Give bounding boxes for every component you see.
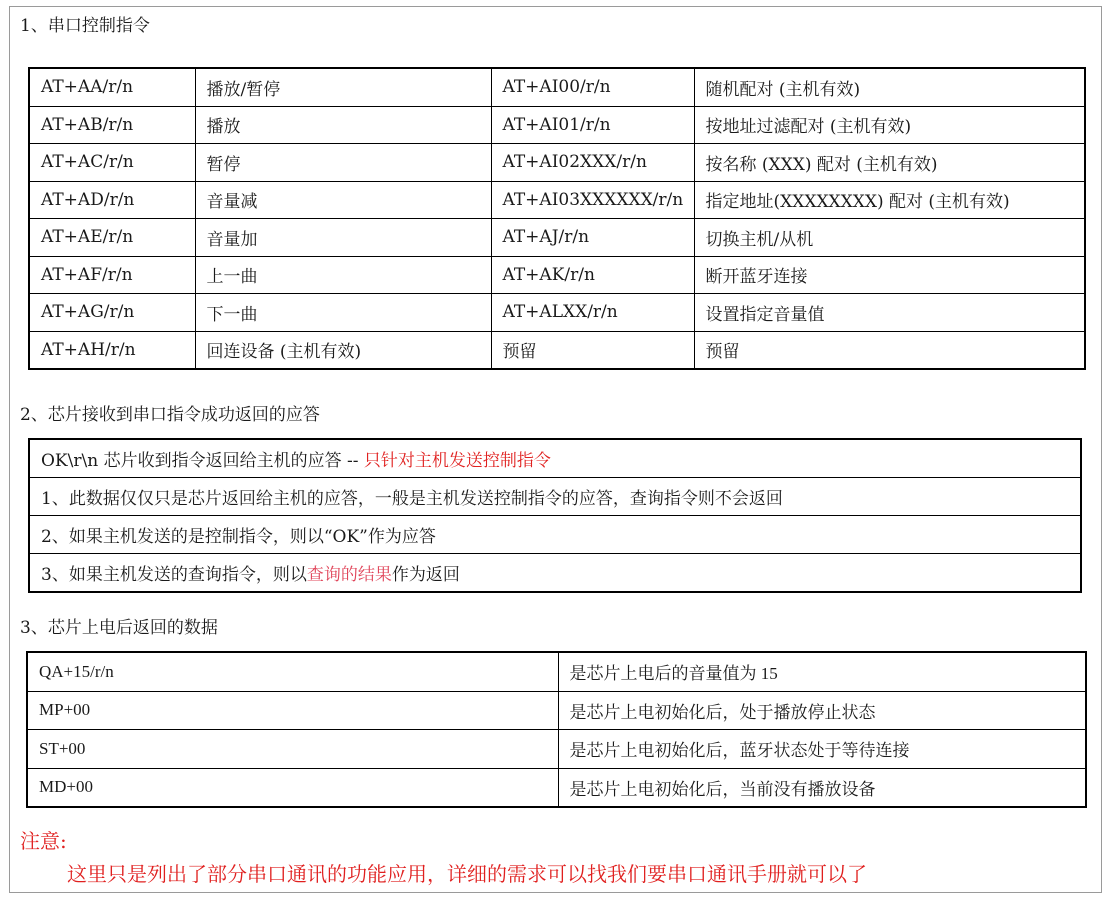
- table-cell: 暂停: [195, 144, 491, 182]
- table-row: [29, 181, 1085, 219]
- table-cell: AT+AA/r/n: [29, 68, 195, 106]
- table-cell: 预留: [491, 331, 694, 369]
- table-cell: 下一曲: [195, 294, 491, 332]
- response-highlight: 只针对主机发送控制指令: [363, 451, 551, 471]
- table-cell: AT+AJ/r/n: [491, 219, 694, 257]
- response-row-1: 1、此数据仅仅只是芯片返回给主机的应答，一般是主机发送控制指令的应答，查询指令则不会返回: [29, 478, 1081, 516]
- table-cell: AT+AE/r/n: [29, 219, 195, 257]
- table-row: [27, 730, 1086, 769]
- table-cell: 音量加: [195, 219, 491, 257]
- table-cell: AT+AI01/r/n: [491, 106, 694, 144]
- table-row: [29, 68, 1085, 106]
- table-cell: AT+AB/r/n: [29, 106, 195, 144]
- table-cell: 上一曲: [195, 256, 491, 294]
- table-cell: 是芯片上电初始化后，当前没有播放设备: [558, 768, 1086, 807]
- response-row-3: [29, 554, 1081, 593]
- table-cell: AT+AI00/r/n: [491, 68, 694, 106]
- table-cell: AT+AF/r/n: [29, 256, 195, 294]
- section2-heading: 2、芯片接收到串口指令成功返回的应答: [20, 405, 320, 425]
- response-row3-suffix: 作为返回: [391, 565, 460, 585]
- response-row3-highlight: 查询的结果: [306, 565, 392, 585]
- table-cell: AT+AK/r/n: [491, 256, 694, 294]
- table-cell: AT+AI02XXX/r/n: [491, 144, 694, 182]
- table-cell: 是芯片上电初始化后，处于播放停止状态: [558, 691, 1086, 730]
- table-cell: 指定地址(XXXXXXXX) 配对 (主机有效): [694, 181, 1085, 219]
- table-cell: MP+00: [27, 691, 558, 730]
- table-cell: 播放: [195, 106, 491, 144]
- response-row-0: [29, 439, 1081, 478]
- table-cell: 设置指定音量值: [694, 294, 1085, 332]
- response-table: [28, 438, 1082, 593]
- table-row: [29, 478, 1081, 516]
- table-cell: 播放/暂停: [195, 68, 491, 106]
- table-cell: AT+AD/r/n: [29, 181, 195, 219]
- table-row: [27, 768, 1086, 807]
- response-row3-prefix: 3、如果主机发送的查询指令，则以: [41, 565, 307, 585]
- table-row: [29, 516, 1081, 554]
- table-cell: AT+AG/r/n: [29, 294, 195, 332]
- table-row: [27, 691, 1086, 730]
- table-cell: 断开蓝牙连接: [694, 256, 1085, 294]
- table-cell: 音量减: [195, 181, 491, 219]
- table-cell: 切换主机/从机: [694, 219, 1085, 257]
- table-row: [29, 256, 1085, 294]
- table-cell: QA+15/r/n: [27, 652, 558, 691]
- section3-heading: 3、芯片上电后返回的数据: [20, 618, 218, 638]
- table-cell: ST+00: [27, 730, 558, 769]
- poweron-data-table: [26, 651, 1087, 808]
- section1-heading: 1、串口控制指令: [20, 16, 150, 36]
- table-row: [27, 652, 1086, 691]
- response-prefix: OK\r\n 芯片收到指令返回给主机的应答 --: [41, 451, 364, 471]
- table-cell: AT+AH/r/n: [29, 331, 195, 369]
- table-row: [29, 331, 1085, 369]
- table-cell: 回连设备 (主机有效): [195, 331, 491, 369]
- table-cell: 按名称 (XXX) 配对 (主机有效): [694, 144, 1085, 182]
- table-cell: AT+ALXX/r/n: [491, 294, 694, 332]
- table-cell: AT+AC/r/n: [29, 144, 195, 182]
- table-cell: 预留: [694, 331, 1085, 369]
- table-cell: 按地址过滤配对 (主机有效): [694, 106, 1085, 144]
- note-text: 这里只是列出了部分串口通讯的功能应用，详细的需求可以找我们要串口通讯手册就可以了: [67, 862, 867, 886]
- table-cell: 是芯片上电后的音量值为 15: [558, 652, 1086, 691]
- response-row-2: 2、如果主机发送的是控制指令，则以“OK”作为应答: [29, 516, 1081, 554]
- table-cell: AT+AI03XXXXXX/r/n: [491, 181, 694, 219]
- note-title: 注意:: [20, 829, 67, 853]
- table-row: [29, 144, 1085, 182]
- table-row: [29, 439, 1081, 478]
- table-row: [29, 294, 1085, 332]
- table-row: [29, 106, 1085, 144]
- table-row: [29, 219, 1085, 257]
- table-cell: 是芯片上电初始化后，蓝牙状态处于等待连接: [558, 730, 1086, 769]
- table-cell: 随机配对 (主机有效): [694, 68, 1085, 106]
- control-commands-table: [28, 67, 1086, 370]
- table-cell: MD+00: [27, 768, 558, 807]
- table-row: [29, 554, 1081, 593]
